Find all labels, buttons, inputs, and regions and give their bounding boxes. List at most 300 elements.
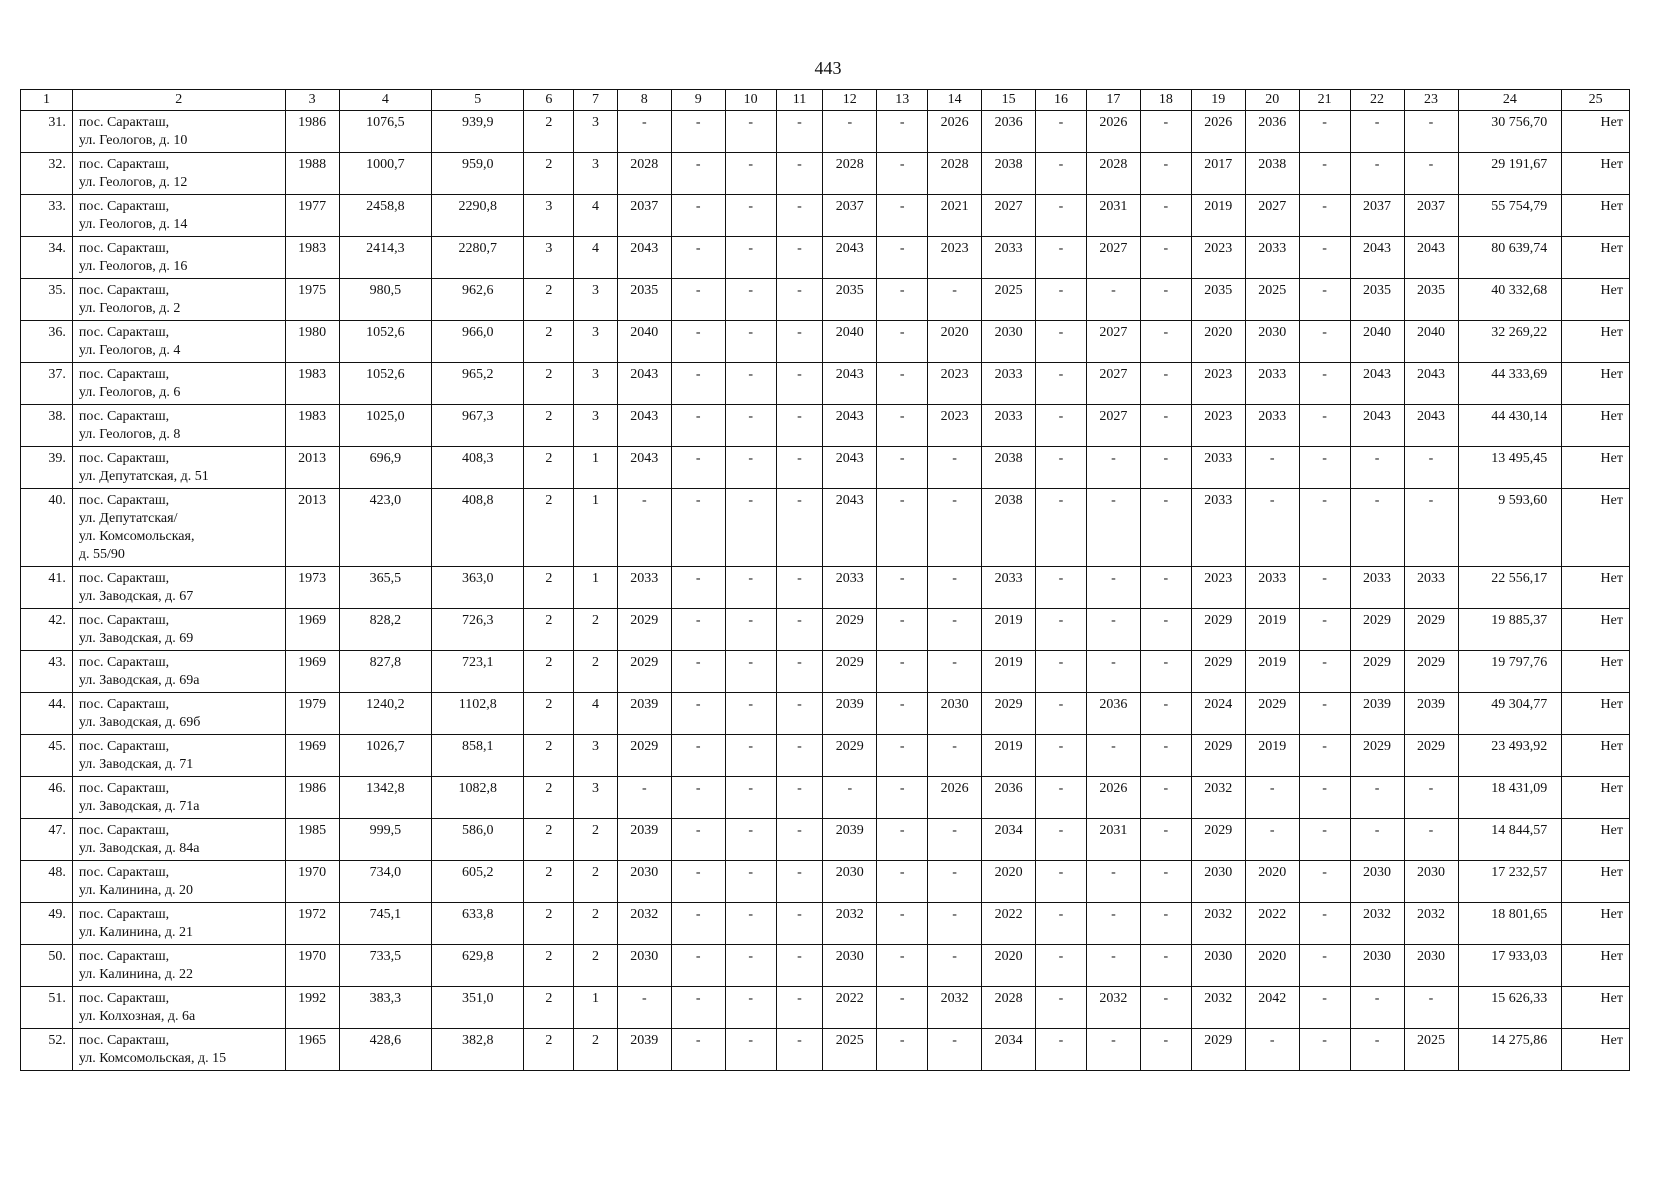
address-line: ул. Заводская, д. 71а: [78, 799, 200, 814]
cell-col-22: 2043: [1350, 237, 1404, 279]
cell-col-23: -: [1404, 819, 1458, 861]
cell-col-4: 365,5: [339, 567, 431, 609]
cell-col-5: 408,8: [432, 489, 524, 567]
cell-col-4: 980,5: [339, 279, 431, 321]
cell-col-12: 2043: [823, 405, 877, 447]
cell-col-14: 2026: [928, 777, 982, 819]
cell-col-10: -: [725, 237, 776, 279]
cell-col-15: 2034: [982, 819, 1036, 861]
cell-col-23: -: [1404, 489, 1458, 567]
row-number: 48.: [21, 861, 73, 903]
cell-col-25: Нет: [1562, 405, 1630, 447]
cell-col-19: 2023: [1191, 363, 1245, 405]
cell-col-25: Нет: [1562, 609, 1630, 651]
cell-col-8: 2030: [617, 861, 671, 903]
cell-col-12: 2029: [823, 735, 877, 777]
cell-col-19: 2030: [1191, 861, 1245, 903]
cell-col-16: -: [1036, 489, 1087, 567]
column-header-4: 4: [339, 90, 431, 111]
cell-col-14: -: [928, 1029, 982, 1071]
address-cell: [72, 819, 285, 861]
cell-col-24: 17 232,57: [1458, 861, 1562, 903]
cell-col-4: 733,5: [339, 945, 431, 987]
cell-col-21: -: [1299, 153, 1350, 195]
cell-col-4: 745,1: [339, 903, 431, 945]
cell-col-22: -: [1350, 987, 1404, 1029]
cell-col-12: 2040: [823, 321, 877, 363]
address-line: пос. Саракташ,: [78, 823, 170, 838]
column-header-11: 11: [776, 90, 823, 111]
cell-col-6: 3: [524, 237, 574, 279]
column-header-14: 14: [928, 90, 982, 111]
cell-col-22: -: [1350, 489, 1404, 567]
column-number-row: [21, 90, 1630, 111]
cell-col-9: -: [671, 363, 725, 405]
cell-col-25: Нет: [1562, 153, 1630, 195]
cell-col-16: -: [1036, 693, 1087, 735]
cell-col-18: -: [1140, 489, 1191, 567]
cell-col-8: 2028: [617, 153, 671, 195]
cell-col-19: 2023: [1191, 567, 1245, 609]
address-cell: [72, 279, 285, 321]
table-row: [21, 693, 1630, 735]
table-row: [21, 279, 1630, 321]
cell-col-25: Нет: [1562, 735, 1630, 777]
cell-col-20: -: [1245, 447, 1299, 489]
cell-col-19: 2029: [1191, 735, 1245, 777]
cell-col-18: -: [1140, 693, 1191, 735]
cell-col-20: 2020: [1245, 945, 1299, 987]
table-row: [21, 489, 1630, 567]
cell-col-4: 383,3: [339, 987, 431, 1029]
cell-col-17: 2036: [1086, 693, 1140, 735]
cell-col-5: 858,1: [432, 735, 524, 777]
cell-col-12: 2028: [823, 153, 877, 195]
cell-col-24: 19 797,76: [1458, 651, 1562, 693]
cell-col-21: -: [1299, 1029, 1350, 1071]
cell-col-8: 2043: [617, 405, 671, 447]
address-cell: [72, 609, 285, 651]
cell-col-23: -: [1404, 111, 1458, 153]
cell-col-22: 2029: [1350, 609, 1404, 651]
cell-col-9: -: [671, 609, 725, 651]
cell-col-17: 2027: [1086, 363, 1140, 405]
cell-col-16: -: [1036, 153, 1087, 195]
column-header-5: 5: [432, 90, 524, 111]
table-row: [21, 195, 1630, 237]
cell-col-13: -: [877, 237, 928, 279]
cell-col-16: -: [1036, 945, 1087, 987]
cell-col-23: 2032: [1404, 903, 1458, 945]
cell-col-3: 1979: [285, 693, 339, 735]
cell-col-14: -: [928, 447, 982, 489]
cell-col-23: 2030: [1404, 861, 1458, 903]
cell-col-11: -: [776, 945, 823, 987]
cell-col-9: -: [671, 405, 725, 447]
column-header-9: 9: [671, 90, 725, 111]
cell-col-19: 2029: [1191, 609, 1245, 651]
cell-col-3: 1986: [285, 777, 339, 819]
cell-col-14: 2023: [928, 237, 982, 279]
cell-col-6: 3: [524, 195, 574, 237]
cell-col-17: -: [1086, 903, 1140, 945]
column-header-25: 25: [1562, 90, 1630, 111]
cell-col-10: -: [725, 363, 776, 405]
address-cell: [72, 405, 285, 447]
column-header-19: 19: [1191, 90, 1245, 111]
cell-col-19: 2033: [1191, 447, 1245, 489]
address-line: пос. Саракташ,: [78, 493, 170, 508]
row-number: 31.: [21, 111, 73, 153]
cell-col-4: 1342,8: [339, 777, 431, 819]
cell-col-20: -: [1245, 489, 1299, 567]
table-row: [21, 1029, 1630, 1071]
cell-col-3: 2013: [285, 489, 339, 567]
cell-col-20: -: [1245, 777, 1299, 819]
cell-col-9: -: [671, 903, 725, 945]
cell-col-22: -: [1350, 819, 1404, 861]
cell-col-21: -: [1299, 489, 1350, 567]
cell-col-4: 1076,5: [339, 111, 431, 153]
cell-col-24: 80 639,74: [1458, 237, 1562, 279]
cell-col-21: -: [1299, 363, 1350, 405]
address-line: ул. Заводская, д. 84а: [78, 841, 200, 856]
row-number: 40.: [21, 489, 73, 567]
cell-col-24: 32 269,22: [1458, 321, 1562, 363]
row-number: 44.: [21, 693, 73, 735]
cell-col-3: 1986: [285, 111, 339, 153]
cell-col-14: 2032: [928, 987, 982, 1029]
cell-col-25: Нет: [1562, 987, 1630, 1029]
column-header-20: 20: [1245, 90, 1299, 111]
cell-col-24: 9 593,60: [1458, 489, 1562, 567]
cell-col-19: 2017: [1191, 153, 1245, 195]
cell-col-3: 1983: [285, 237, 339, 279]
cell-col-16: -: [1036, 111, 1087, 153]
table-row: [21, 405, 1630, 447]
cell-col-19: 2026: [1191, 111, 1245, 153]
column-header-1: 1: [21, 90, 73, 111]
cell-col-7: 4: [574, 237, 618, 279]
address-line: пос. Саракташ,: [78, 325, 170, 340]
cell-col-18: -: [1140, 237, 1191, 279]
cell-col-15: 2019: [982, 609, 1036, 651]
cell-col-23: 2040: [1404, 321, 1458, 363]
cell-col-8: 2039: [617, 819, 671, 861]
cell-col-7: 2: [574, 609, 618, 651]
cell-col-20: 2019: [1245, 651, 1299, 693]
cell-col-5: 408,3: [432, 447, 524, 489]
cell-col-13: -: [877, 777, 928, 819]
cell-col-12: 2039: [823, 819, 877, 861]
cell-col-8: 2033: [617, 567, 671, 609]
cell-col-17: -: [1086, 651, 1140, 693]
cell-col-12: -: [823, 111, 877, 153]
cell-col-19: 2032: [1191, 987, 1245, 1029]
cell-col-13: -: [877, 153, 928, 195]
cell-col-21: -: [1299, 237, 1350, 279]
cell-col-19: 2029: [1191, 651, 1245, 693]
cell-col-22: -: [1350, 447, 1404, 489]
cell-col-18: -: [1140, 567, 1191, 609]
cell-col-8: 2029: [617, 735, 671, 777]
cell-col-5: 723,1: [432, 651, 524, 693]
cell-col-8: 2029: [617, 609, 671, 651]
table-row: [21, 819, 1630, 861]
cell-col-22: -: [1350, 153, 1404, 195]
cell-col-5: 351,0: [432, 987, 524, 1029]
cell-col-13: -: [877, 111, 928, 153]
address-line: пос. Саракташ,: [78, 865, 170, 880]
cell-col-23: 2035: [1404, 279, 1458, 321]
cell-col-21: -: [1299, 321, 1350, 363]
cell-col-20: 2019: [1245, 735, 1299, 777]
cell-col-17: 2026: [1086, 111, 1140, 153]
cell-col-12: 2037: [823, 195, 877, 237]
cell-col-16: -: [1036, 651, 1087, 693]
address-line: ул. Калинина, д. 20: [78, 883, 194, 898]
cell-col-12: 2043: [823, 447, 877, 489]
cell-col-24: 19 885,37: [1458, 609, 1562, 651]
cell-col-15: 2038: [982, 447, 1036, 489]
cell-col-6: 2: [524, 777, 574, 819]
cell-col-7: 2: [574, 903, 618, 945]
cell-col-4: 827,8: [339, 651, 431, 693]
cell-col-20: 2019: [1245, 609, 1299, 651]
cell-col-12: 2033: [823, 567, 877, 609]
cell-col-15: 2019: [982, 651, 1036, 693]
row-number: 41.: [21, 567, 73, 609]
table-row: [21, 735, 1630, 777]
cell-col-11: -: [776, 777, 823, 819]
cell-col-15: 2022: [982, 903, 1036, 945]
cell-col-5: 586,0: [432, 819, 524, 861]
cell-col-11: -: [776, 279, 823, 321]
cell-col-20: 2025: [1245, 279, 1299, 321]
cell-col-9: -: [671, 651, 725, 693]
cell-col-6: 2: [524, 111, 574, 153]
cell-col-18: -: [1140, 819, 1191, 861]
cell-col-15: 2036: [982, 777, 1036, 819]
cell-col-23: 2029: [1404, 735, 1458, 777]
address-cell: [72, 321, 285, 363]
cell-col-15: 2020: [982, 945, 1036, 987]
cell-col-5: 967,3: [432, 405, 524, 447]
row-number: 39.: [21, 447, 73, 489]
cell-col-23: 2039: [1404, 693, 1458, 735]
cell-col-11: -: [776, 609, 823, 651]
cell-col-7: 3: [574, 153, 618, 195]
cell-col-23: 2043: [1404, 405, 1458, 447]
address-line: ул. Геологов, д. 8: [78, 427, 181, 442]
cell-col-10: -: [725, 195, 776, 237]
address-line: пос. Саракташ,: [78, 571, 170, 586]
address-cell: [72, 363, 285, 405]
cell-col-9: -: [671, 735, 725, 777]
cell-col-4: 1052,6: [339, 363, 431, 405]
cell-col-17: 2028: [1086, 153, 1140, 195]
cell-col-18: -: [1140, 651, 1191, 693]
cell-col-22: 2033: [1350, 567, 1404, 609]
address-line: ул. Депутатская/: [78, 511, 178, 526]
cell-col-6: 2: [524, 363, 574, 405]
cell-col-22: 2037: [1350, 195, 1404, 237]
address-line: пос. Саракташ,: [78, 451, 170, 466]
cell-col-4: 2458,8: [339, 195, 431, 237]
cell-col-8: 2029: [617, 651, 671, 693]
column-header-7: 7: [574, 90, 618, 111]
cell-col-6: 2: [524, 861, 574, 903]
cell-col-19: 2030: [1191, 945, 1245, 987]
cell-col-11: -: [776, 363, 823, 405]
cell-col-4: 1052,6: [339, 321, 431, 363]
cell-col-19: 2029: [1191, 819, 1245, 861]
cell-col-6: 2: [524, 447, 574, 489]
cell-col-17: 2031: [1086, 195, 1140, 237]
cell-col-13: -: [877, 693, 928, 735]
cell-col-22: 2043: [1350, 405, 1404, 447]
row-number: 36.: [21, 321, 73, 363]
address-line: ул. Комсомольская, д. 15: [78, 1051, 227, 1066]
cell-col-21: -: [1299, 651, 1350, 693]
cell-col-18: -: [1140, 777, 1191, 819]
cell-col-23: 2025: [1404, 1029, 1458, 1071]
cell-col-10: -: [725, 693, 776, 735]
address-line: ул. Калинина, д. 22: [78, 967, 194, 982]
table-row: [21, 447, 1630, 489]
address-cell: [72, 735, 285, 777]
column-header-16: 16: [1036, 90, 1087, 111]
cell-col-5: 382,8: [432, 1029, 524, 1071]
cell-col-6: 2: [524, 279, 574, 321]
cell-col-19: 2029: [1191, 1029, 1245, 1071]
cell-col-11: -: [776, 693, 823, 735]
address-line: ул. Заводская, д. 69: [78, 631, 194, 646]
cell-col-9: -: [671, 489, 725, 567]
cell-col-16: -: [1036, 819, 1087, 861]
cell-col-18: -: [1140, 195, 1191, 237]
address-line: ул. Геологов, д. 16: [78, 259, 188, 274]
cell-col-10: -: [725, 321, 776, 363]
address-cell: [72, 447, 285, 489]
cell-col-21: -: [1299, 819, 1350, 861]
address-line: пос. Саракташ,: [78, 157, 170, 172]
cell-col-23: 2043: [1404, 237, 1458, 279]
row-number: 34.: [21, 237, 73, 279]
address-cell: [72, 111, 285, 153]
address-line: д. 55/90: [78, 547, 125, 562]
cell-col-16: -: [1036, 735, 1087, 777]
address-line: ул. Депутатская, д. 51: [78, 469, 209, 484]
cell-col-25: Нет: [1562, 777, 1630, 819]
cell-col-20: 2030: [1245, 321, 1299, 363]
cell-col-17: -: [1086, 1029, 1140, 1071]
address-cell: [72, 489, 285, 567]
cell-col-16: -: [1036, 903, 1087, 945]
table-row: [21, 987, 1630, 1029]
cell-col-9: -: [671, 447, 725, 489]
cell-col-18: -: [1140, 321, 1191, 363]
cell-col-4: 696,9: [339, 447, 431, 489]
cell-col-25: Нет: [1562, 693, 1630, 735]
cell-col-8: 2043: [617, 363, 671, 405]
cell-col-12: 2029: [823, 651, 877, 693]
cell-col-14: -: [928, 567, 982, 609]
cell-col-7: 3: [574, 405, 618, 447]
row-number: 49.: [21, 903, 73, 945]
cell-col-14: 2028: [928, 153, 982, 195]
cell-col-18: -: [1140, 153, 1191, 195]
cell-col-7: 1: [574, 447, 618, 489]
cell-col-15: 2028: [982, 987, 1036, 1029]
cell-col-16: -: [1036, 777, 1087, 819]
cell-col-14: -: [928, 279, 982, 321]
address-cell: [72, 195, 285, 237]
table-row: [21, 903, 1630, 945]
cell-col-6: 2: [524, 489, 574, 567]
cell-col-23: -: [1404, 777, 1458, 819]
cell-col-17: -: [1086, 945, 1140, 987]
row-number: 43.: [21, 651, 73, 693]
cell-col-22: 2032: [1350, 903, 1404, 945]
column-header-3: 3: [285, 90, 339, 111]
cell-col-25: Нет: [1562, 321, 1630, 363]
column-header-10: 10: [725, 90, 776, 111]
cell-col-22: 2043: [1350, 363, 1404, 405]
cell-col-8: 2039: [617, 693, 671, 735]
cell-col-11: -: [776, 447, 823, 489]
address-line: пос. Саракташ,: [78, 199, 170, 214]
cell-col-22: 2029: [1350, 651, 1404, 693]
cell-col-3: 1969: [285, 651, 339, 693]
cell-col-12: 2043: [823, 363, 877, 405]
cell-col-5: 1082,8: [432, 777, 524, 819]
cell-col-7: 4: [574, 195, 618, 237]
cell-col-20: 2038: [1245, 153, 1299, 195]
cell-col-20: 2027: [1245, 195, 1299, 237]
cell-col-8: 2040: [617, 321, 671, 363]
column-header-8: 8: [617, 90, 671, 111]
cell-col-5: 962,6: [432, 279, 524, 321]
cell-col-11: -: [776, 237, 823, 279]
table-row: [21, 651, 1630, 693]
table-row: [21, 609, 1630, 651]
cell-col-15: 2033: [982, 363, 1036, 405]
row-number: 52.: [21, 1029, 73, 1071]
cell-col-17: -: [1086, 567, 1140, 609]
cell-col-9: -: [671, 861, 725, 903]
cell-col-8: -: [617, 777, 671, 819]
cell-col-7: 3: [574, 321, 618, 363]
cell-col-14: -: [928, 735, 982, 777]
cell-col-5: 726,3: [432, 609, 524, 651]
cell-col-18: -: [1140, 861, 1191, 903]
address-line: ул. Геологов, д. 12: [78, 175, 188, 190]
cell-col-10: -: [725, 609, 776, 651]
cell-col-13: -: [877, 903, 928, 945]
cell-col-10: -: [725, 1029, 776, 1071]
cell-col-4: 428,6: [339, 1029, 431, 1071]
cell-col-3: 2013: [285, 447, 339, 489]
address-line: ул. Геологов, д. 14: [78, 217, 188, 232]
cell-col-9: -: [671, 1029, 725, 1071]
cell-col-20: 2033: [1245, 363, 1299, 405]
cell-col-18: -: [1140, 363, 1191, 405]
cell-col-7: 3: [574, 279, 618, 321]
cell-col-10: -: [725, 861, 776, 903]
cell-col-3: 1970: [285, 945, 339, 987]
cell-col-24: 23 493,92: [1458, 735, 1562, 777]
